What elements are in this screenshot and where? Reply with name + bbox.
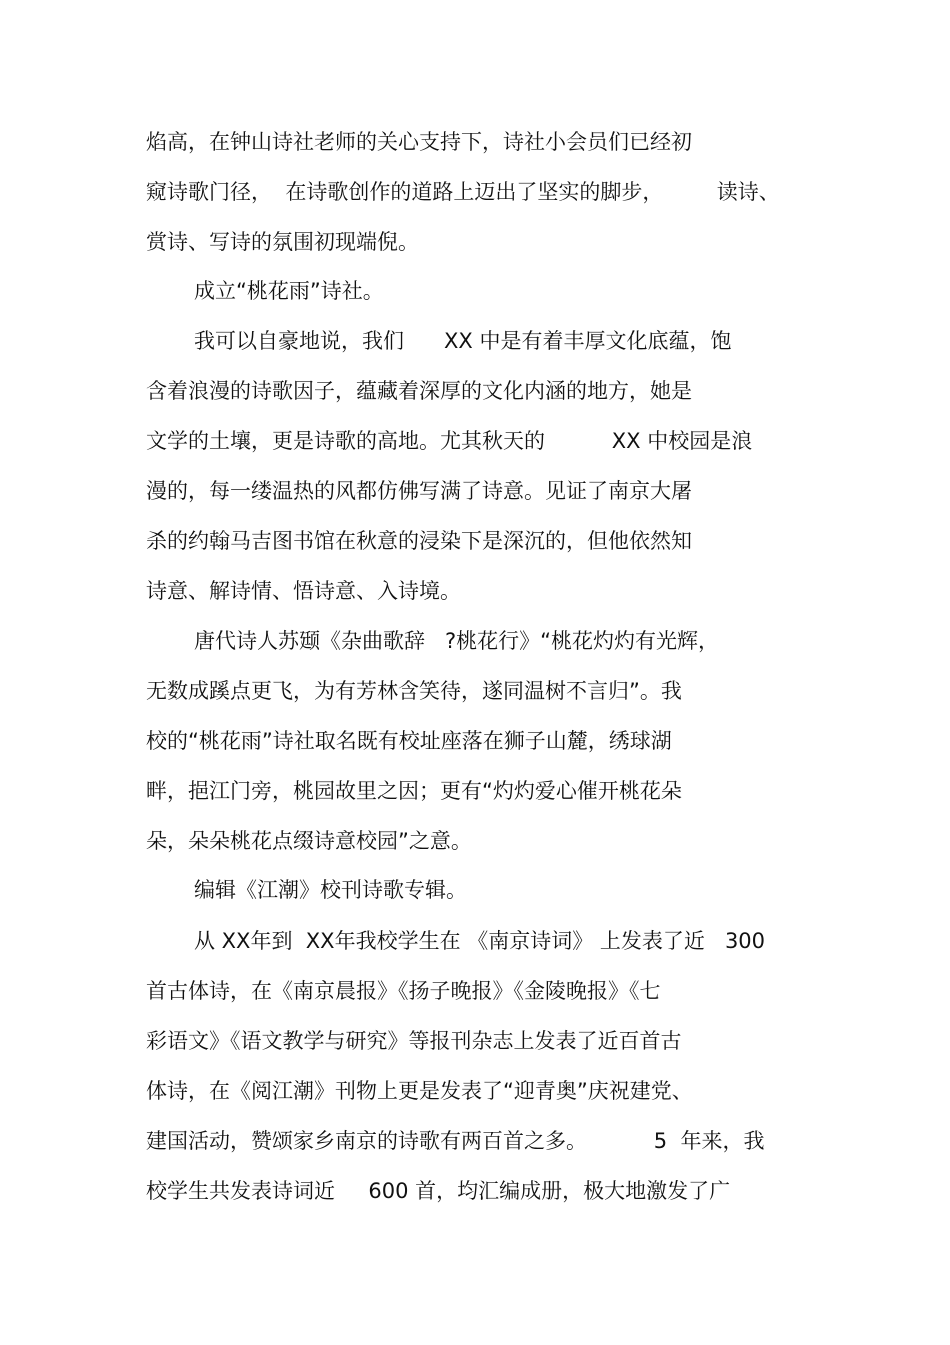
text-line: 朵，朵朵桃花点缀诗意校园”之意。 [146,829,472,853]
paragraph-heading: 编辑《江潮》校刊诗歌专辑。 [194,878,467,902]
text-line: 唐代诗人苏颋《杂曲歌辞 ?桃花行》“桃花灼灼有光辉， [194,629,720,653]
text-line: 建国活动，赞颂家乡南京的诗歌有两百首之多。 5 年来，我 [146,1129,765,1153]
text-line: 窥诗歌门径， 在诗歌创作的道路上迈出了坚实的脚步， 读诗、 [146,180,780,204]
text-line: 焰高，在钟山诗社老师的关心支持下，诗社小会员们已经初 [146,130,692,154]
text-line: 诗意、解诗情、悟诗意、入诗境。 [146,579,461,603]
text-line: 无数成蹊点更飞，为有芳林含笑待，遂同温树不言归”。我 [146,679,682,703]
text-line: 从 XX年到 XX年我校学生在 《南京诗词》 上发表了近 300 [194,929,766,953]
text-line: 首古体诗，在《南京晨报》《扬子晚报》《金陵晚报》《七 [146,979,661,1003]
paragraph-heading: 成立“桃花雨”诗社。 [194,279,384,303]
text-line: 我可以自豪地说，我们 XX 中是有着丰厚文化底蕴，饱 [194,329,732,353]
text-line: 赏诗、写诗的氛围初现端倪。 [146,230,419,254]
text-line: 彩语文》《语文教学与研究》等报刊杂志上发表了近百首古 [146,1029,682,1053]
text-line: 畔，挹江门旁，桃园故里之因；更有“灼灼爱心催开桃花朵 [146,779,682,803]
text-line: 文学的土壤，更是诗歌的高地。尤其秋天的 XX 中校园是浪 [146,429,753,453]
text-line: 漫的，每一缕温热的风都仿佛写满了诗意。见证了南京大屠 [146,479,692,503]
text-line: 杀的约翰马吉图书馆在秋意的浸染下是深沉的，但他依然知 [146,529,692,553]
text-line: 体诗，在《阅江潮》刊物上更是发表了“迎青奥”庆祝建党、 [146,1079,693,1103]
text-line: 含着浪漫的诗歌因子，蕴藏着深厚的文化内涵的地方，她是 [146,379,692,403]
text-line: 校学生共发表诗词近 600 首，均汇编成册，极大地激发了广 [146,1179,731,1203]
text-line: 校的“桃花雨”诗社取名既有校址座落在狮子山麓，绣球湖 [146,729,672,753]
